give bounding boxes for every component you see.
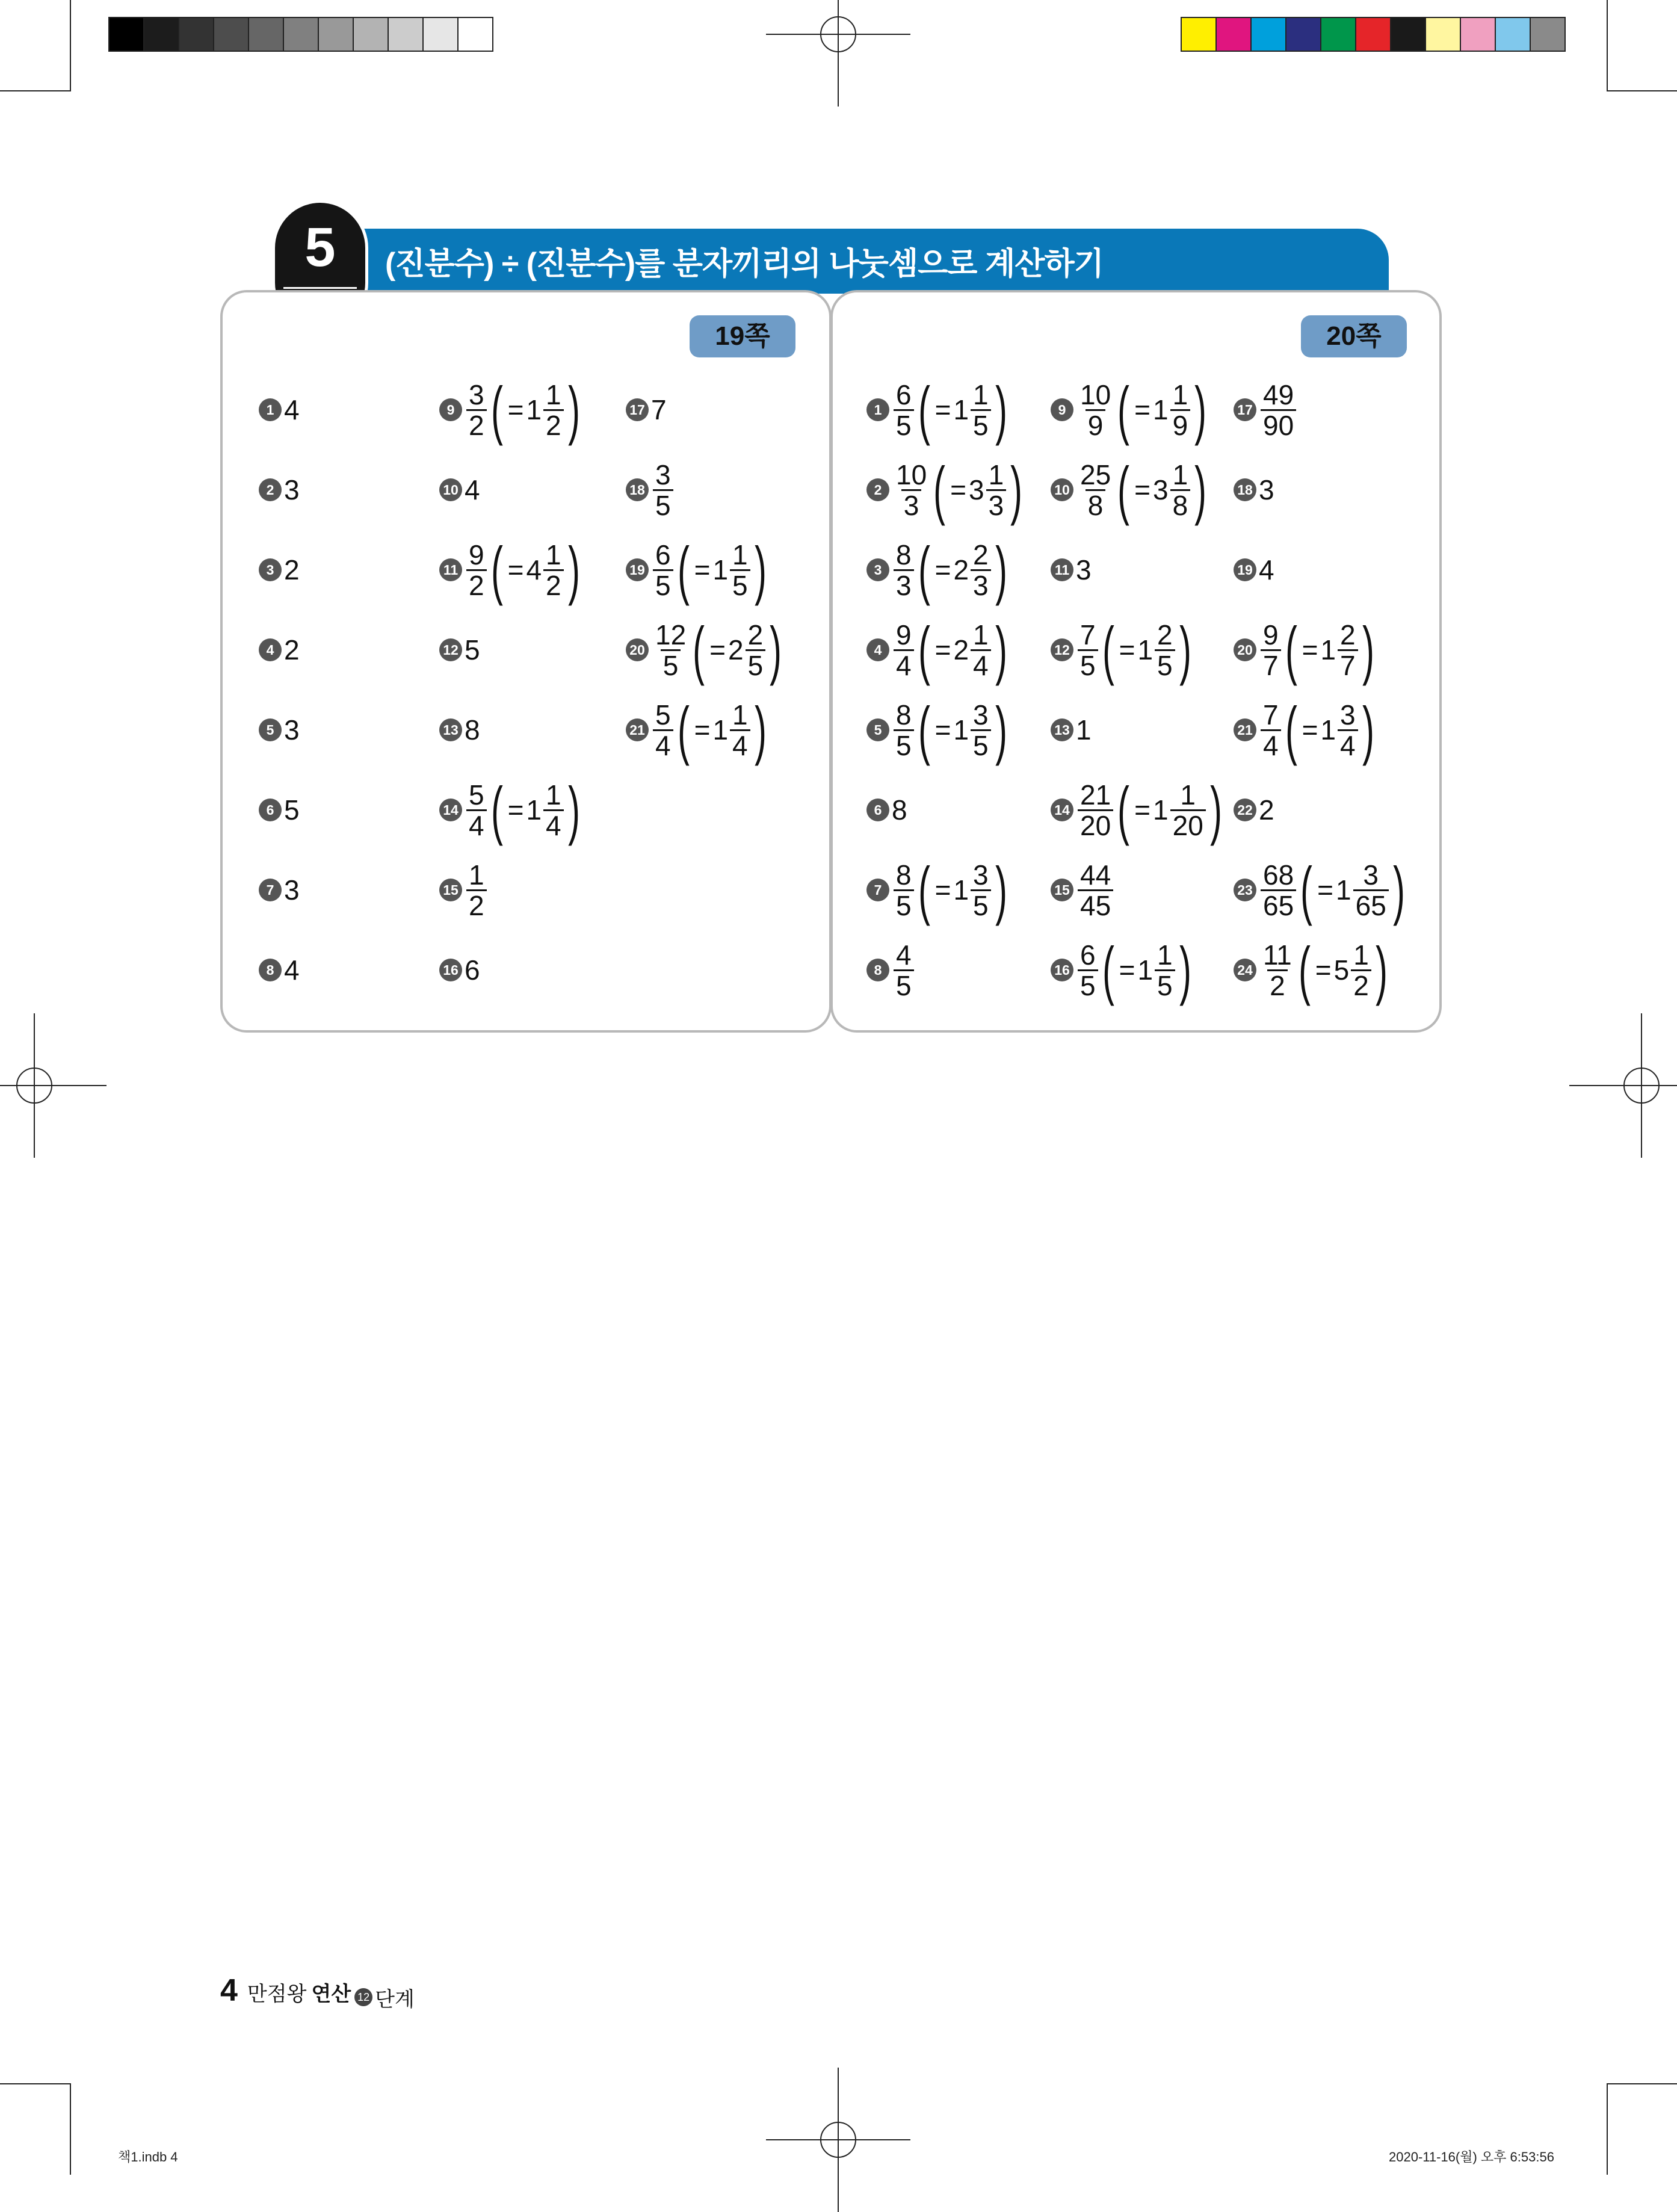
color-swatch bbox=[1355, 17, 1391, 52]
answer-value: 1 bbox=[1076, 714, 1092, 746]
answer-value: 3 bbox=[284, 874, 300, 906]
mixed-number: ( = 1 $\frac{1}{5}$ ) bbox=[677, 533, 767, 606]
crop-line bbox=[1607, 90, 1677, 91]
fraction: $\frac{12}{5}$ bbox=[655, 619, 687, 681]
fraction: $\frac{9}{4}$ bbox=[894, 620, 914, 680]
mixed-number: ( = 1 $\frac{3}{65}$ ) bbox=[1300, 853, 1405, 926]
answer-item bbox=[439, 773, 582, 846]
problem-number-badge: 16 bbox=[439, 959, 462, 981]
fraction: $\frac{49}{90}$ bbox=[1261, 380, 1296, 440]
fraction: $\frac{2}{3}$ bbox=[971, 540, 991, 600]
crop-line bbox=[838, 2068, 839, 2212]
answer-item bbox=[439, 617, 480, 683]
problem-number-badge: 13 bbox=[439, 718, 462, 741]
answer-value: 3 bbox=[284, 714, 300, 746]
color-swatch bbox=[353, 17, 389, 52]
fraction: $\frac{3}{5}$ bbox=[971, 860, 991, 920]
print-slug-file: 책1.indb 4 bbox=[118, 2149, 178, 2164]
fraction: $\frac{10}{3}$ bbox=[896, 459, 927, 521]
answer-item bbox=[439, 373, 582, 446]
color-swatch bbox=[457, 17, 493, 52]
answer-item bbox=[1051, 933, 1194, 1006]
problem-number-badge: 17 bbox=[1234, 398, 1256, 421]
problem-number-badge: 21 bbox=[626, 718, 649, 741]
problem-number-badge: 8 bbox=[259, 959, 282, 981]
answer-item bbox=[626, 613, 784, 686]
fraction: $\frac{8}{5}$ bbox=[894, 700, 914, 760]
answer-item bbox=[439, 697, 480, 763]
answer-item bbox=[1234, 853, 1407, 926]
color-swatch bbox=[1495, 17, 1531, 52]
crop-line bbox=[1607, 2083, 1608, 2175]
problem-number-badge: 18 bbox=[626, 478, 649, 501]
mixed-number: ( = 1 $\frac{1}{4}$ ) bbox=[677, 693, 767, 766]
answer-value: 5 bbox=[284, 794, 300, 826]
answer-item bbox=[259, 457, 300, 523]
color-swatch bbox=[213, 17, 249, 52]
color-swatch bbox=[1215, 17, 1252, 52]
problem-number-badge: 4 bbox=[866, 638, 889, 661]
answer-value: 8 bbox=[892, 794, 907, 826]
problem-number-badge: 20 bbox=[626, 638, 649, 661]
print-slug-timestamp: 2020-11-16(월) 오후 6:53:56 bbox=[1389, 2149, 1554, 2164]
answer-item bbox=[1234, 693, 1377, 766]
fraction: $\frac{1}{2}$ bbox=[543, 380, 564, 440]
answer-item bbox=[1234, 377, 1298, 443]
problem-number-badge: 21 bbox=[1234, 718, 1256, 741]
fraction: $\frac{8}{3}$ bbox=[894, 540, 914, 600]
problem-number-badge: 6 bbox=[259, 799, 282, 821]
answer-item bbox=[1051, 697, 1092, 763]
fraction: $\frac{10}{9}$ bbox=[1080, 378, 1111, 441]
answer-item bbox=[626, 377, 667, 443]
fraction: $\frac{3}{5}$ bbox=[971, 700, 991, 760]
answer-item bbox=[1234, 537, 1274, 603]
fraction: $\frac{1}{9}$ bbox=[1170, 380, 1191, 440]
mixed-number: ( = 4 $\frac{1}{2}$ ) bbox=[490, 533, 580, 606]
answer-value: 4 bbox=[284, 954, 300, 986]
color-swatch bbox=[1285, 17, 1321, 52]
answer-item bbox=[259, 697, 300, 763]
color-swatch bbox=[1460, 17, 1496, 52]
problem-number-badge: 10 bbox=[1051, 478, 1073, 501]
crop-line bbox=[70, 2083, 71, 2175]
fraction: $\frac{6}{5}$ bbox=[653, 540, 673, 600]
fraction: $\frac{1}{4}$ bbox=[971, 620, 991, 680]
problem-number-badge: 3 bbox=[866, 558, 889, 581]
answer-item bbox=[866, 533, 1010, 606]
color-swatch bbox=[1425, 17, 1461, 52]
answer-item bbox=[1051, 537, 1092, 603]
crop-line bbox=[70, 0, 71, 90]
answer-item bbox=[1051, 773, 1225, 846]
mixed-number: ( = 1 $\frac{1}{20}$ ) bbox=[1117, 773, 1222, 846]
answer-value: 4 bbox=[284, 394, 300, 425]
mixed-number: ( = 2 $\frac{2}{5}$ ) bbox=[693, 613, 782, 686]
answer-item bbox=[1051, 373, 1209, 446]
problem-number-badge: 6 bbox=[866, 799, 889, 821]
fraction: $\frac{1}{2}$ bbox=[543, 540, 564, 600]
mixed-number: ( = 1 $\frac{1}{9}$ ) bbox=[1117, 373, 1207, 446]
mixed-number: ( = 1 $\frac{3}{4}$ ) bbox=[1285, 693, 1374, 766]
color-swatch bbox=[1181, 17, 1217, 52]
fraction: $\frac{8}{5}$ bbox=[894, 860, 914, 920]
fraction: $\frac{2}{7}$ bbox=[1338, 620, 1358, 680]
step-label: 단계 bbox=[375, 1988, 415, 2011]
problem-number-badge: 11 bbox=[1051, 558, 1073, 581]
answer-item bbox=[1234, 457, 1274, 523]
fraction: $\frac{3}{65}$ bbox=[1353, 860, 1389, 920]
fraction: $\frac{7}{4}$ bbox=[1261, 700, 1281, 760]
answer-value: 2 bbox=[284, 634, 300, 666]
fraction: $\frac{3}{2}$ bbox=[466, 380, 487, 440]
fraction: $\frac{2}{5}$ bbox=[1155, 620, 1175, 680]
answer-panel-page-20 bbox=[830, 290, 1442, 1033]
mixed-number: ( = 5 $\frac{1}{2}$ ) bbox=[1298, 933, 1388, 1006]
mixed-number: ( = 1 $\frac{1}{5}$ ) bbox=[1102, 933, 1191, 1006]
answer-item bbox=[866, 693, 1010, 766]
problem-number-badge: 14 bbox=[439, 799, 462, 821]
crop-line bbox=[1607, 2083, 1677, 2084]
answer-item bbox=[259, 537, 300, 603]
problem-number-badge: 9 bbox=[1051, 398, 1073, 421]
fraction: $\frac{5}{4}$ bbox=[466, 780, 487, 840]
step-number-badge: 12 bbox=[354, 1988, 372, 2006]
fraction: $\frac{9}{7}$ bbox=[1261, 620, 1281, 680]
fraction: $\frac{1}{5}$ bbox=[1155, 941, 1175, 1000]
problem-number-badge: 10 bbox=[439, 478, 462, 501]
page-footer bbox=[220, 1973, 415, 2012]
answer-value: 6 bbox=[465, 954, 480, 986]
mixed-number: ( = 1 $\frac{2}{7}$ ) bbox=[1285, 613, 1374, 686]
fraction: $\frac{6}{5}$ bbox=[1078, 941, 1098, 1000]
answer-item bbox=[259, 777, 300, 843]
fraction: $\frac{1}{4}$ bbox=[730, 700, 750, 760]
fraction: $\frac{3}{4}$ bbox=[1338, 700, 1358, 760]
page-number: 4 bbox=[220, 1973, 238, 2008]
answer-item bbox=[1234, 777, 1274, 843]
fraction: $\frac{1}{5}$ bbox=[730, 540, 750, 600]
problem-number-badge: 24 bbox=[1234, 959, 1256, 981]
answer-item bbox=[439, 533, 582, 606]
answer-value: 5 bbox=[465, 634, 480, 666]
problem-number-badge: 15 bbox=[1051, 879, 1073, 901]
answer-item bbox=[1234, 613, 1377, 686]
problem-number-badge: 1 bbox=[866, 398, 889, 421]
answer-item bbox=[1051, 613, 1194, 686]
fraction: $\frac{1}{8}$ bbox=[1170, 460, 1191, 520]
problem-number-badge: 15 bbox=[439, 879, 462, 901]
fraction: $\frac{1}{4}$ bbox=[543, 780, 564, 840]
answer-value: 4 bbox=[465, 474, 480, 505]
fraction: $\frac{25}{8}$ bbox=[1080, 459, 1111, 521]
problem-number-badge: 11 bbox=[439, 558, 462, 581]
fraction: $\frac{2}{5}$ bbox=[746, 620, 766, 680]
day-number: 5 bbox=[304, 217, 336, 278]
problem-number-badge: 22 bbox=[1234, 799, 1256, 821]
answer-item bbox=[866, 453, 1025, 526]
book-step bbox=[354, 1983, 415, 2012]
mixed-number: ( = 1 $\frac{3}{5}$ ) bbox=[918, 693, 1007, 766]
fraction: $\frac{68}{65}$ bbox=[1261, 860, 1296, 920]
color-swatch bbox=[108, 17, 144, 52]
page-tag: 20쪽 bbox=[1301, 315, 1407, 357]
fraction: $\frac{1}{2}$ bbox=[1351, 941, 1371, 1000]
answer-item bbox=[259, 377, 300, 443]
day-badge-divider bbox=[283, 287, 357, 289]
crop-line bbox=[1641, 1013, 1642, 1158]
fraction: $\frac{1}{20}$ bbox=[1170, 780, 1206, 840]
problem-number-badge: 12 bbox=[1051, 638, 1073, 661]
answer-item bbox=[439, 937, 480, 1003]
answer-item bbox=[626, 457, 675, 523]
color-swatch bbox=[248, 17, 284, 52]
problem-number-badge: 20 bbox=[1234, 638, 1256, 661]
problem-number-badge: 14 bbox=[1051, 799, 1073, 821]
mixed-number: ( = 1 $\frac{1}{5}$ ) bbox=[918, 373, 1007, 446]
page-tag: 19쪽 bbox=[690, 315, 795, 357]
answer-value: 7 bbox=[651, 394, 667, 425]
problem-number-badge: 13 bbox=[1051, 718, 1073, 741]
problem-number-badge: 2 bbox=[259, 478, 282, 501]
fraction: $\frac{11}{2}$ bbox=[1263, 939, 1292, 1001]
problem-number-badge: 7 bbox=[866, 879, 889, 901]
problem-number-badge: 8 bbox=[866, 959, 889, 981]
crop-line bbox=[1569, 1085, 1677, 1086]
crop-line bbox=[1607, 0, 1608, 90]
problem-number-badge: 9 bbox=[439, 398, 462, 421]
answer-item bbox=[866, 937, 916, 1003]
answer-value: 4 bbox=[1259, 554, 1274, 585]
mixed-number: ( = 1 $\frac{1}{4}$ ) bbox=[490, 773, 580, 846]
answer-item bbox=[439, 457, 480, 523]
answer-value: 8 bbox=[465, 714, 480, 746]
mixed-number: ( = 3 $\frac{1}{3}$ ) bbox=[933, 453, 1023, 526]
answer-item bbox=[259, 617, 300, 683]
fraction: $\frac{5}{4}$ bbox=[653, 700, 673, 760]
crop-line bbox=[0, 2083, 71, 2084]
color-swatch bbox=[1530, 17, 1566, 52]
answer-item bbox=[259, 857, 300, 923]
problem-number-badge: 18 bbox=[1234, 478, 1256, 501]
fraction: $\frac{44}{45}$ bbox=[1078, 860, 1113, 920]
problem-number-badge: 4 bbox=[259, 638, 282, 661]
color-swatch bbox=[1320, 17, 1356, 52]
problem-number-badge: 1 bbox=[259, 398, 282, 421]
answer-value: 2 bbox=[1259, 794, 1274, 826]
color-swatch bbox=[388, 17, 424, 52]
problem-number-badge: 2 bbox=[866, 478, 889, 501]
fraction: $\frac{21}{20}$ bbox=[1078, 780, 1113, 840]
problem-number-badge: 12 bbox=[439, 638, 462, 661]
mixed-number: ( = 2 $\frac{2}{3}$ ) bbox=[918, 533, 1007, 606]
mixed-number: ( = 1 $\frac{3}{5}$ ) bbox=[918, 853, 1007, 926]
mixed-number: ( = 1 $\frac{2}{5}$ ) bbox=[1102, 613, 1191, 686]
problem-number-badge: 3 bbox=[259, 558, 282, 581]
problem-number-badge: 5 bbox=[259, 718, 282, 741]
answer-item bbox=[866, 613, 1010, 686]
book-subject: 연산 bbox=[311, 1983, 351, 2006]
answer-item bbox=[626, 533, 769, 606]
answer-item bbox=[866, 373, 1010, 446]
problem-number-badge: 5 bbox=[866, 718, 889, 741]
answer-item bbox=[259, 937, 300, 1003]
crop-line bbox=[0, 90, 71, 91]
problem-number-badge: 16 bbox=[1051, 959, 1073, 981]
answer-item bbox=[866, 853, 1010, 926]
answer-value: 3 bbox=[284, 474, 300, 505]
section-title-bar bbox=[355, 229, 1389, 294]
crop-line bbox=[34, 1013, 35, 1158]
fraction: $\frac{4}{5}$ bbox=[894, 941, 914, 1000]
color-swatch bbox=[143, 17, 179, 52]
answer-value: 3 bbox=[1259, 474, 1274, 505]
answer-item bbox=[866, 777, 907, 843]
answer-item bbox=[626, 693, 769, 766]
problem-number-badge: 7 bbox=[259, 879, 282, 901]
color-swatch bbox=[1390, 17, 1426, 52]
mixed-number: ( = 3 $\frac{1}{8}$ ) bbox=[1117, 453, 1207, 526]
mixed-number: ( = 1 $\frac{1}{2}$ ) bbox=[490, 373, 580, 446]
answer-value: 2 bbox=[284, 554, 300, 585]
mixed-number: ( = 2 $\frac{1}{4}$ ) bbox=[918, 613, 1007, 686]
crop-line bbox=[838, 0, 839, 107]
problem-number-badge: 19 bbox=[626, 558, 649, 581]
answer-item bbox=[1234, 933, 1390, 1006]
answer-item bbox=[1051, 857, 1115, 923]
problem-number-badge: 23 bbox=[1234, 879, 1256, 901]
fraction: $\frac{1}{2}$ bbox=[466, 860, 487, 920]
fraction: $\frac{9}{2}$ bbox=[466, 540, 487, 600]
color-swatch bbox=[178, 17, 214, 52]
answer-panel-page-19 bbox=[220, 290, 832, 1033]
answer-value: 3 bbox=[1076, 554, 1092, 585]
color-swatch bbox=[422, 17, 459, 52]
answer-item bbox=[439, 857, 489, 923]
book-name: 만점왕 bbox=[247, 1983, 307, 2006]
color-swatch bbox=[1250, 17, 1286, 52]
fraction: $\frac{1}{5}$ bbox=[971, 380, 991, 440]
color-swatch bbox=[283, 17, 319, 52]
fraction: $\frac{3}{5}$ bbox=[653, 460, 673, 520]
answer-item bbox=[1051, 453, 1209, 526]
fraction: $\frac{7}{5}$ bbox=[1078, 620, 1098, 680]
section-title: (진분수) ÷ (진분수)를 분자끼리의 나눗셈으로 계산하기 bbox=[385, 247, 1104, 282]
problem-number-badge: 17 bbox=[626, 398, 649, 421]
fraction: $\frac{6}{5}$ bbox=[894, 380, 914, 440]
problem-number-badge: 19 bbox=[1234, 558, 1256, 581]
fraction: $\frac{1}{3}$ bbox=[986, 460, 1007, 520]
color-swatch bbox=[318, 17, 354, 52]
crop-line bbox=[0, 1085, 107, 1086]
